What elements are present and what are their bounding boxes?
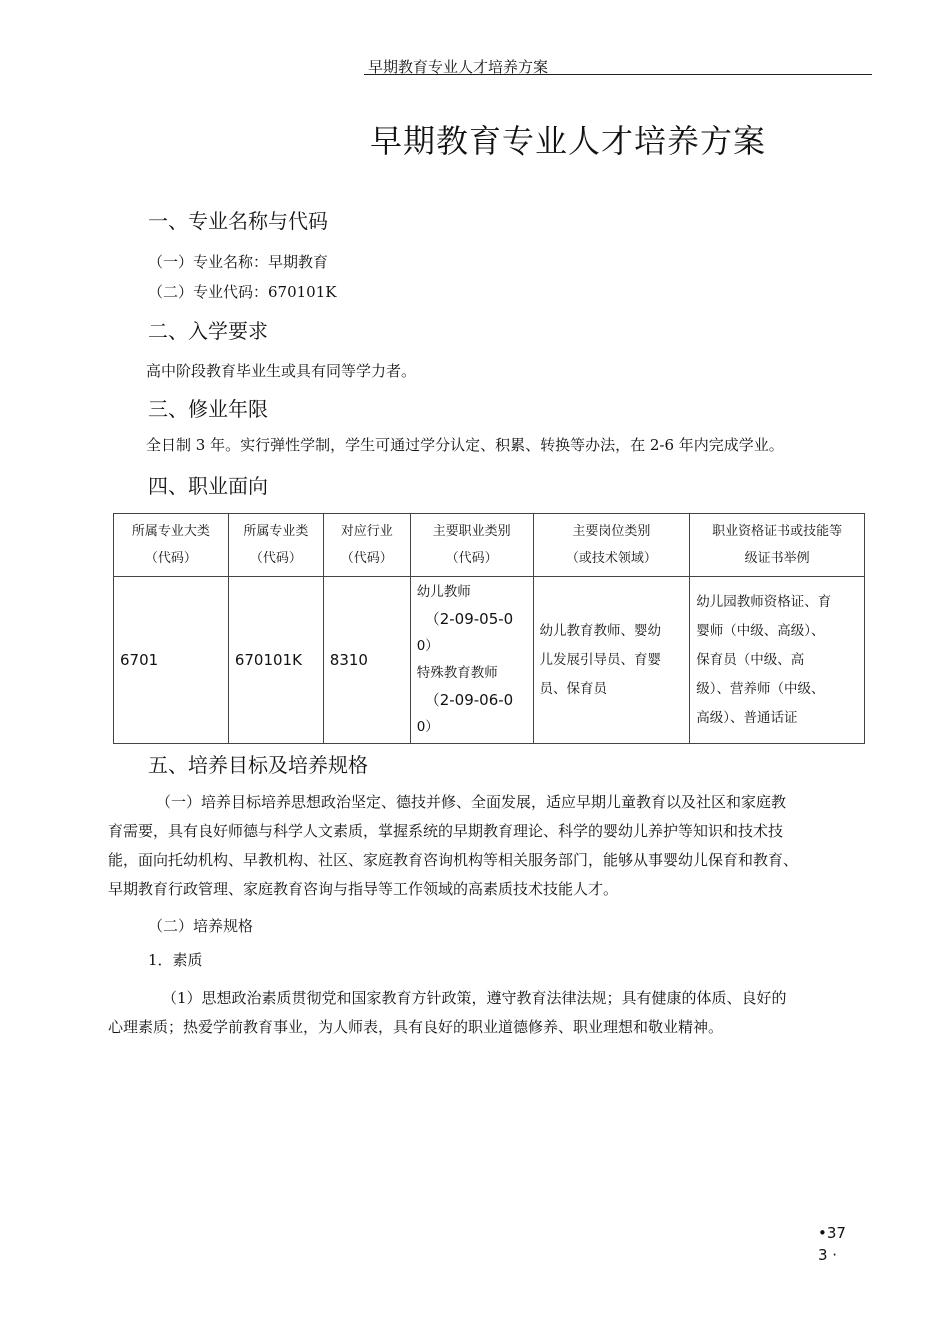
cell-certificates: 幼儿园教师资格证、育 婴师（中级、高级）、 保育员（中级、高 级）、营养师（中级、 高级）、普通话证 <box>690 577 865 744</box>
table-header-row <box>114 514 865 577</box>
header-industry: 对应行业 （代码） <box>323 514 410 577</box>
cell-positions: 幼儿教育教师、婴幼 儿发展引导员、育婴 员、保育员 <box>533 577 690 744</box>
duration-text: 全日制 3 年。实行弹性学制，学生可通过学分认定、积累、转换等办法，在 2-6 年内完成学业。 <box>146 436 784 454</box>
cell-industry: 8310 <box>323 577 410 744</box>
section-heading-1: 一、专业名称与代码 <box>148 209 328 233</box>
section-heading-5: 五、培养目标及培养规格 <box>148 753 368 777</box>
admission-text: 高中阶段教育毕业生或具有同等学力者。 <box>146 362 417 380</box>
career-table <box>113 513 865 744</box>
major-code-line: （二）专业代码：670101K <box>148 283 337 301</box>
quality-paragraph <box>108 984 896 1042</box>
cell-major-category: 6701 <box>114 577 229 744</box>
running-header: 早期教育专业人才培养方案 <box>368 58 549 76</box>
training-goal-paragraph <box>108 788 896 904</box>
cell-occupations: 幼儿教师 （2-09-05-0 0） 特殊教育教师 （2-09-06-0 0） <box>410 577 533 744</box>
header-major-class: 所属专业类 （代码） <box>228 514 323 577</box>
header-certificate: 职业资格证书或技能等 级证书举例 <box>690 514 865 577</box>
page-number <box>818 1222 846 1266</box>
quality-heading: 1．素质 <box>148 951 203 969</box>
quality-line: （1）思想政治素质贯彻党和国家教育方针政策，遵守教育法律法规；具有健康的体质、良好的 <box>162 989 787 1007</box>
page-number-line: 3 · <box>818 1246 838 1264</box>
section-heading-2: 二、入学要求 <box>148 319 268 343</box>
header-major-category: 所属专业大类 （代码） <box>114 514 229 577</box>
header-occupation: 主要职业类别 （代码） <box>410 514 533 577</box>
section-heading-3: 三、修业年限 <box>148 397 268 421</box>
section-heading-4: 四、职业面向 <box>148 474 268 498</box>
cell-major-class: 670101K <box>228 577 323 744</box>
goal-line: 早期教育行政管理、家庭教育咨询与指导等工作领域的高素质技术技能人才。 <box>108 880 619 898</box>
header-position: 主要岗位类别 （或技术领域） <box>533 514 690 577</box>
goal-line: 育需要，具有良好师德与科学人文素质，掌握系统的早期教育理论、科学的婴幼儿养护等知识和技术技 <box>108 822 784 840</box>
header-rule <box>364 74 872 75</box>
goal-line: （一）培养目标培养思想政治坚定、德技并修、全面发展，适应早期儿童教育以及社区和家庭教 <box>156 793 787 811</box>
page-number-line: •37 <box>818 1224 846 1242</box>
spec-heading: （二）培养规格 <box>148 917 254 935</box>
quality-line: 心理素质；热爱学前教育事业，为人师表，具有良好的职业道德修养、职业理想和敬业精神。 <box>108 1018 724 1036</box>
major-name-line: （一）专业名称：早期教育 <box>148 253 329 271</box>
goal-line: 能，面向托幼机构、早教机构、社区、家庭教育咨询机构等相关服务部门，能够从事婴幼儿保育和教育、 <box>108 851 799 869</box>
table-row <box>114 577 865 744</box>
document-title: 早期教育专业人才培养方案 <box>370 122 767 160</box>
